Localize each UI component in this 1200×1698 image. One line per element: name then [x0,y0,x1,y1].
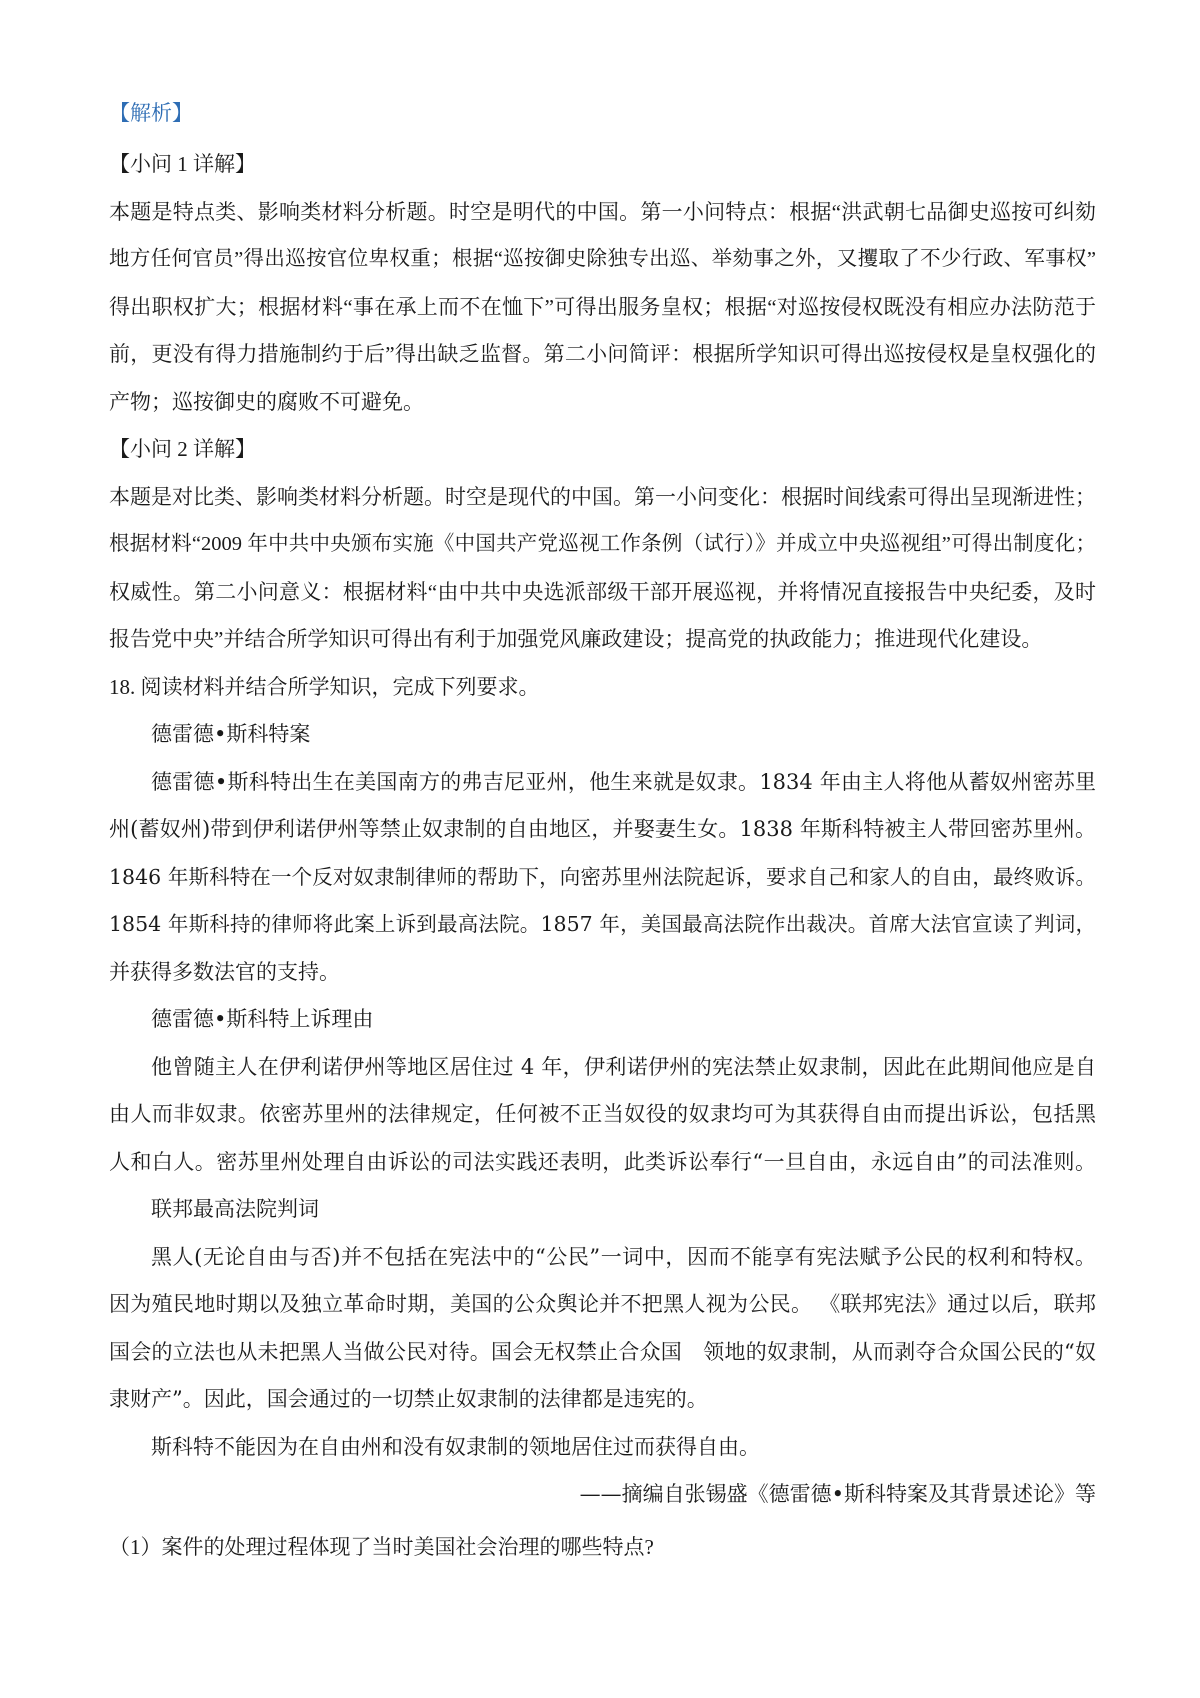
analysis-line: 报告党中央”并结合所学知识可得出有利于加强党风廉政建设；提高党的执政能力；推进现代化建设。 [109,627,1043,652]
ruling-text-line: 国会的立法也从未把黑人当做公民对待。国会无权禁止合众国 领地的奴隶制，从而剥夺合众国公民的“奴 [109,1339,1096,1364]
ruling-conclusion: 斯科特不能因为在自由州和没有奴隶制的领地居住过而获得自由。 [151,1434,760,1459]
sub-question-1-prompt: （1）案件的处理过程体现了当时美国社会治理的哪些特点? [109,1534,654,1559]
analysis-line: 前，更没有得力措施制约于后”得出缺乏监督。第二小问简评：根据所学知识可得出巡按侵权是皇权强化的 [109,342,1096,367]
case-text-line: 1854 年斯科持的律师将此案上诉到最高法院。1857 年，美国最高法院作出裁决。首席大法官宣读了判词， [109,912,1096,937]
analysis-heading: 【解析】 [109,101,193,125]
sub-question-1-heading: 【小问 1 详解】 [109,152,256,177]
case-text-line: 1846 年斯科特在一个反对奴隶制律师的帮助下，向密苏里州法院起诉，要求自己和家人的自由，最终败诉。 [109,864,1096,889]
ruling-text-line: 因为殖民地时期以及独立革命时期，美国的公众舆论并不把黑人视为公民。 《联邦宪法》通过以后，联邦 [109,1292,1096,1317]
ruling-title: 联邦最高法院判词 [151,1197,319,1222]
analysis-line: 得出职权扩大；根据材料“事在承上而不在恤下”可得出服务皇权；根据“对巡按侵权既没有相应办法防范于 [109,294,1096,319]
document-page [109,90,1096,1571]
case-text-line: 并获得多数法官的支持。 [109,959,340,984]
analysis-line: 权威性。第二小问意义：根据材料“由中共中央选派部级干部开展巡视，并将情况直接报告中央纪委，及时 [109,579,1096,604]
question-18-section [109,664,1096,1572]
analysis-line: 本题是对比类、影响类材料分析题。时空是现代的中国。第一小问变化：根据时间线索可得出呈现渐进性； [109,484,1096,509]
case-text-line: 德雷德•斯科特出生在美国南方的弗吉尼亚州，他生来就是奴隶。1834 年由主人将他从蓄奴州密苏里 [151,769,1096,794]
question-18-stem: 18. 阅读材料并结合所学知识，完成下列要求。 [109,674,540,699]
sub-question-2-heading: 【小问 2 详解】 [109,437,256,462]
appeal-text-line: 由人而非奴隶。依密苏里州的法律规定，任何被不正当奴役的奴隶均可为其获得自由而提出诉讼，包括黑 [109,1102,1096,1127]
ruling-text-line: 黑人(无论自由与否)并不包括在宪法中的“公民”一词中，因而不能享有宪法赋予公民的权利和特权。 [151,1244,1096,1269]
appeal-title: 德雷德•斯科特上诉理由 [151,1007,374,1032]
material-block [109,711,1096,1519]
ruling-text-line: 隶财产”。因此，国会通过的一切禁止奴隶制的法律都是违宪的。 [109,1387,708,1412]
analysis-line: 根据材料“2009 年中共中央颁布实施《中国共产党巡视工作条例（试行）》并成立中央巡视组”可得出制度化； [109,533,1096,556]
analysis-line: 地方任何官员”得出巡按官位卑权重；根据“巡按御史除独专出巡、举劾事之外，又攫取了不少行政、军事权” [109,248,1096,271]
appeal-text-line: 人和白人。密苏里州处理自由诉讼的司法实践还表明，此类诉讼奉行“一旦自由，永远自由”的司法准则。 [109,1149,1096,1174]
case-title: 德雷德•斯科特案 [151,722,311,747]
analysis-line: 产物；巡按御史的腐败不可避免。 [109,389,424,414]
analysis-line: 本题是特点类、影响类材料分析题。时空是明代的中国。第一小问特点：根据“洪武朝七品御史巡按可纠劾 [109,199,1096,224]
appeal-text-line: 他曾随主人在伊利诺伊州等地区居住过 4 年，伊利诺伊州的宪法禁止奴隶制，因此在此期间他应是自 [151,1054,1096,1079]
source-citation: ——摘编自张锡盛《德雷德•斯科特案及其背景述论》等 [579,1482,1096,1507]
case-text-line: 州(蓄奴州)带到伊利诺伊州等禁止奴隶制的自由地区，并娶妻生女。1838 年斯科特被主人带回密苏里州。 [109,817,1096,842]
analysis-section [109,90,1096,664]
